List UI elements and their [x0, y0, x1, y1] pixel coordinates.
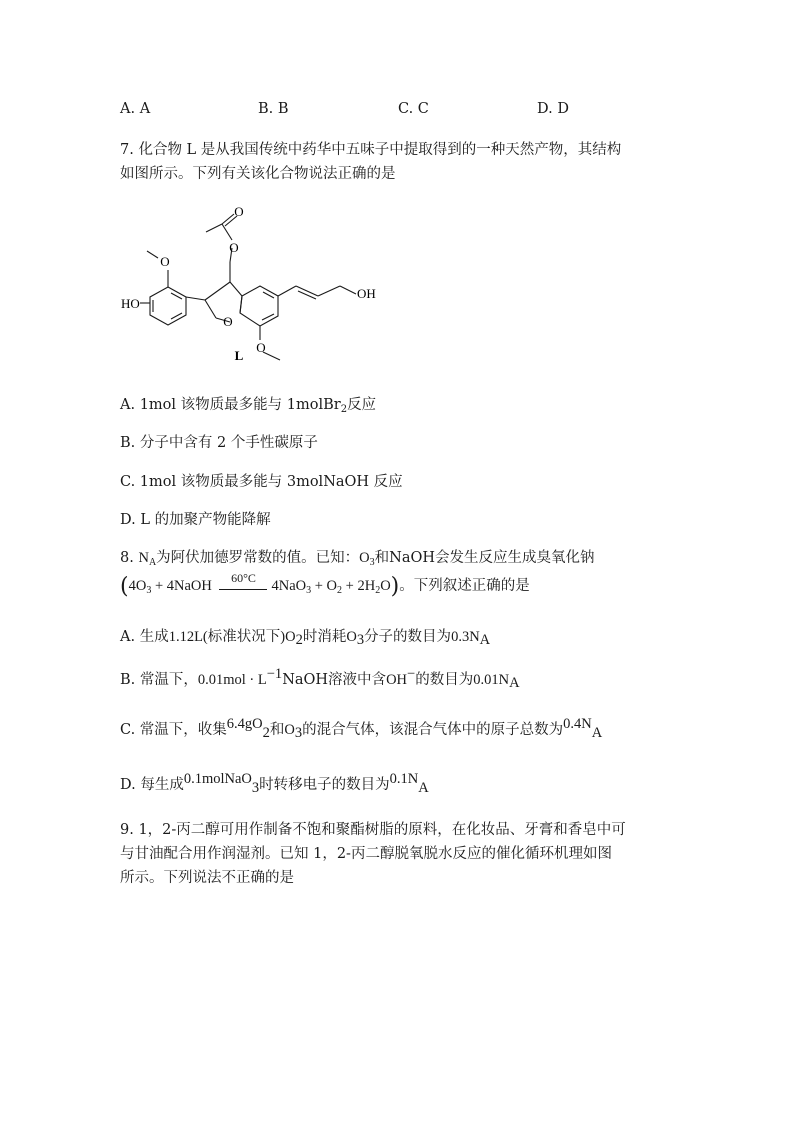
- q7-option-a: [120, 393, 376, 415]
- q7-option-a-subscript: 2: [340, 404, 348, 415]
- methoxy-oxygen-label-bottom: O: [256, 340, 266, 355]
- reaction-equation: $4O_3$ + 4NaOH $^{60^\circ C}$ $4NaO_3 + O_2 + 2H_2O$: [128, 571, 391, 596]
- q6-option-d: D. D: [537, 101, 569, 117]
- q8-stem-text3: 。下列叙述正确的是: [399, 578, 530, 594]
- q9-stem-line1: 9. 1，2-丙二醇可用作制备不饱和聚酯树脂的原料，在化妆品、牙膏和香皂中可: [120, 822, 626, 838]
- q6-option-a: A. A: [120, 101, 151, 117]
- q7-stem-line1: 7. 化合物 L 是从我国传统中药华中五味子中提取得到的一种天然产物，其结构: [120, 142, 622, 158]
- methoxy-oxygen-label: O: [160, 254, 170, 269]
- acetate-oxygen-label: O: [229, 240, 239, 255]
- o3-symbol: $O_3$: [359, 550, 375, 568]
- ring-oxygen-label: O: [223, 314, 233, 329]
- carbonyl-oxygen-label: O: [234, 204, 244, 219]
- q7-option-a-tail: 反应: [347, 397, 377, 413]
- q7-option-a-text: A. 1mol 该物质最多能与 1molBr: [120, 397, 341, 413]
- q9-stem-line2: 与甘油配合用作润湿剂。已知 1，2-丙二醇脱氧脱水反应的催化循环机理如图: [120, 846, 612, 862]
- q8-option-d: D. 每生成0.1molNaO$_3$时转移电子的数目为$0.1N_A$: [120, 771, 429, 796]
- q8-option-a: A. 生成1.12L(标准状况下)$O_2$时消耗$O_3$分子的数目为$0.3N_A$: [120, 629, 491, 648]
- q8-stem-line1: [120, 546, 595, 568]
- q7-option-b: B. 分子中含有 2 个手性碳原子: [120, 435, 318, 451]
- reaction-condition: 60°C: [231, 571, 256, 585]
- q6-option-c: C. C: [398, 101, 429, 117]
- oh-label: OH: [357, 286, 376, 301]
- q8-option-c: C. 常温下，收集$6.4gO_2$和$O_3$的混合气体，该混合气体中的原子总数为$0.4N_A$: [120, 716, 603, 741]
- q8-option-b: B. 常温下，$0.01mol \cdot L^{-1}NaOH$溶液中含OH−的数目为$0.01N_A$: [120, 666, 520, 691]
- na-symbol: $N_A$: [138, 550, 157, 568]
- ho-label: HO: [121, 296, 140, 311]
- compound-label: L: [234, 348, 244, 363]
- q8-equation-line: ($4O_3$ + 4NaOH $^{60^\circ C}$ $4NaO_3 + O_2 + 2H_2O$)。下列叙述正确的是: [120, 571, 530, 599]
- compound-l-structure: [0, 0, 794, 380]
- q8-number: 8.: [120, 550, 134, 566]
- q7-option-d: D. L 的加聚产物能降解: [120, 512, 271, 528]
- q8-stem-text1: 为阿伏加德罗常数的值。已知：: [156, 550, 360, 566]
- q9-stem-line3: 所示。下列说法不正确的是: [120, 870, 294, 886]
- q7-option-c: C. 1mol 该物质最多能与 3molNaOH 反应: [120, 474, 403, 490]
- q6-option-b: B. B: [258, 101, 289, 117]
- q8-stem-text2: 和NaOH会发生反应生成臭氧化钠: [374, 550, 595, 566]
- q7-stem-line2: 如图所示。下列有关该化合物说法正确的是: [120, 166, 396, 182]
